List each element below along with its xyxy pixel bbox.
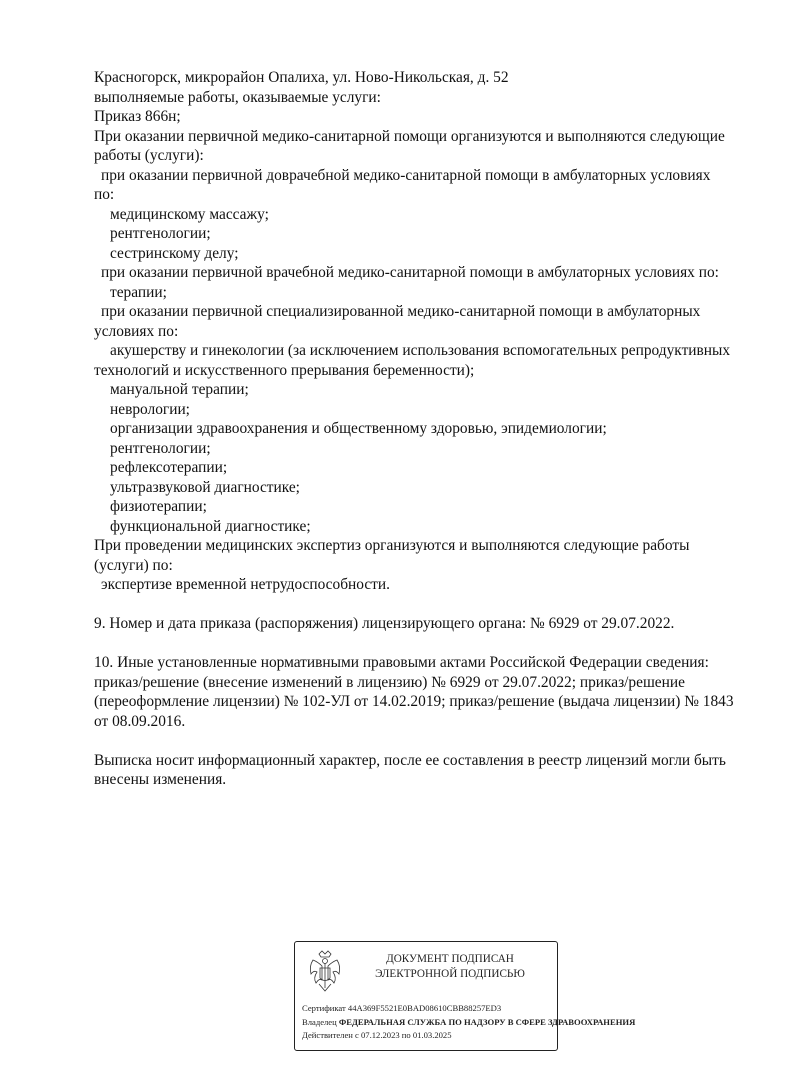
section-10-line: от 08.09.2016. [94,712,186,730]
note-line: Выписка носит информационный характер, после ее составления в реестр лицензий могли быть [94,751,726,769]
document-body [94,68,774,790]
document-line: по: [94,186,115,203]
document-line: мануальной терапии; [110,381,249,398]
document-line: сестринскому делу; [110,244,239,262]
document-line: (услуги) по: [94,556,173,574]
document-line: терапии; [110,283,167,301]
informational-note [94,751,774,790]
document-line: выполняемые работы, оказываемые услуги: [94,88,381,106]
electronic-signature-stamp [294,941,636,1051]
document-line: технологий и искусственного прерывания беременности); [94,361,475,379]
document-line: функциональной диагностике; [110,517,311,535]
section-10-line: приказ/решение (внесение изменений в лицензию) № 6929 от 29.07.2022; приказ/решение [94,673,685,691]
document-line: ультразвуковой диагностике; [110,478,300,496]
document-line: рентгенологии; [110,225,211,242]
document-line: условиях по: [94,322,179,340]
section-10-other-info [94,653,774,731]
certificate-owner: Владелец ФЕДЕРАЛЬНАЯ СЛУЖБА ПО НАДЗОРУ В СФЕРЕ ЗДРАВООХРАНЕНИЯ [302,1016,636,1027]
document-line: организации здравоохранения и общественному здоровью, эпидемиологии; [110,420,607,437]
stamp-title: ДОКУМЕНТ ПОДПИСАН ЭЛЕКТРОННОЙ ПОДПИСЬЮ [375,953,525,980]
document-line: При оказании первичной медико-санитарной помощи организуются и выполняются следующие [94,127,725,145]
document-line: рентгенологии; [110,439,211,457]
document-line: неврологии; [110,400,190,418]
document-line: При проведении медицинских экспертиз организуются и выполняются следующие работы [94,537,690,554]
document-line: работы (услуги): [94,147,204,164]
certificate-number: Сертификат 44A369F5521E0BAD08610CBB88257ED3 [302,1003,502,1013]
document-line: при оказании первичной специализированной медико-санитарной помощи в амбулаторных [101,303,701,320]
document-line: при оказании первичной врачебной медико-санитарной помощи в амбулаторных условиях по: [101,264,719,281]
document-line: физиотерапии; [110,498,207,515]
document-line: экспертизе временной нетрудоспособности. [101,576,390,593]
certificate-validity: Действителен с 07.12.2023 по 01.03.2025 [302,1030,452,1041]
section-10-line: (переоформление лицензии) № 102-УЛ от 14.02.2019; приказ/решение (выдача лицензии) № 1843 [94,693,734,710]
stamp-details [302,1002,636,1043]
section-9-order: 9. Номер и дата приказа (распоряжения) лицензирующего органа: № 6929 от 29.07.2022. [94,615,675,632]
document-line: при оказании первичной доврачебной медико-санитарной помощи в амбулаторных условиях [101,166,711,184]
document-line: Приказ 866н; [94,108,181,125]
note-line: внесены изменения. [94,771,227,788]
coat-of-arms-icon [305,950,345,994]
document-line: медицинскому массажу; [110,205,269,223]
document-line: акушерству и гинекологии (за исключением использования вспомогательных репродуктивных [110,342,731,359]
services-list [94,68,774,595]
document-line: рефлексотерапии; [110,459,228,476]
section-10-line: 10. Иные установленные нормативными правовыми актами Российской Федерации сведения: [94,654,709,671]
document-line: Красногорск, микрорайон Опалиха, ул. Ново-Никольская, д. 52 [94,69,509,86]
